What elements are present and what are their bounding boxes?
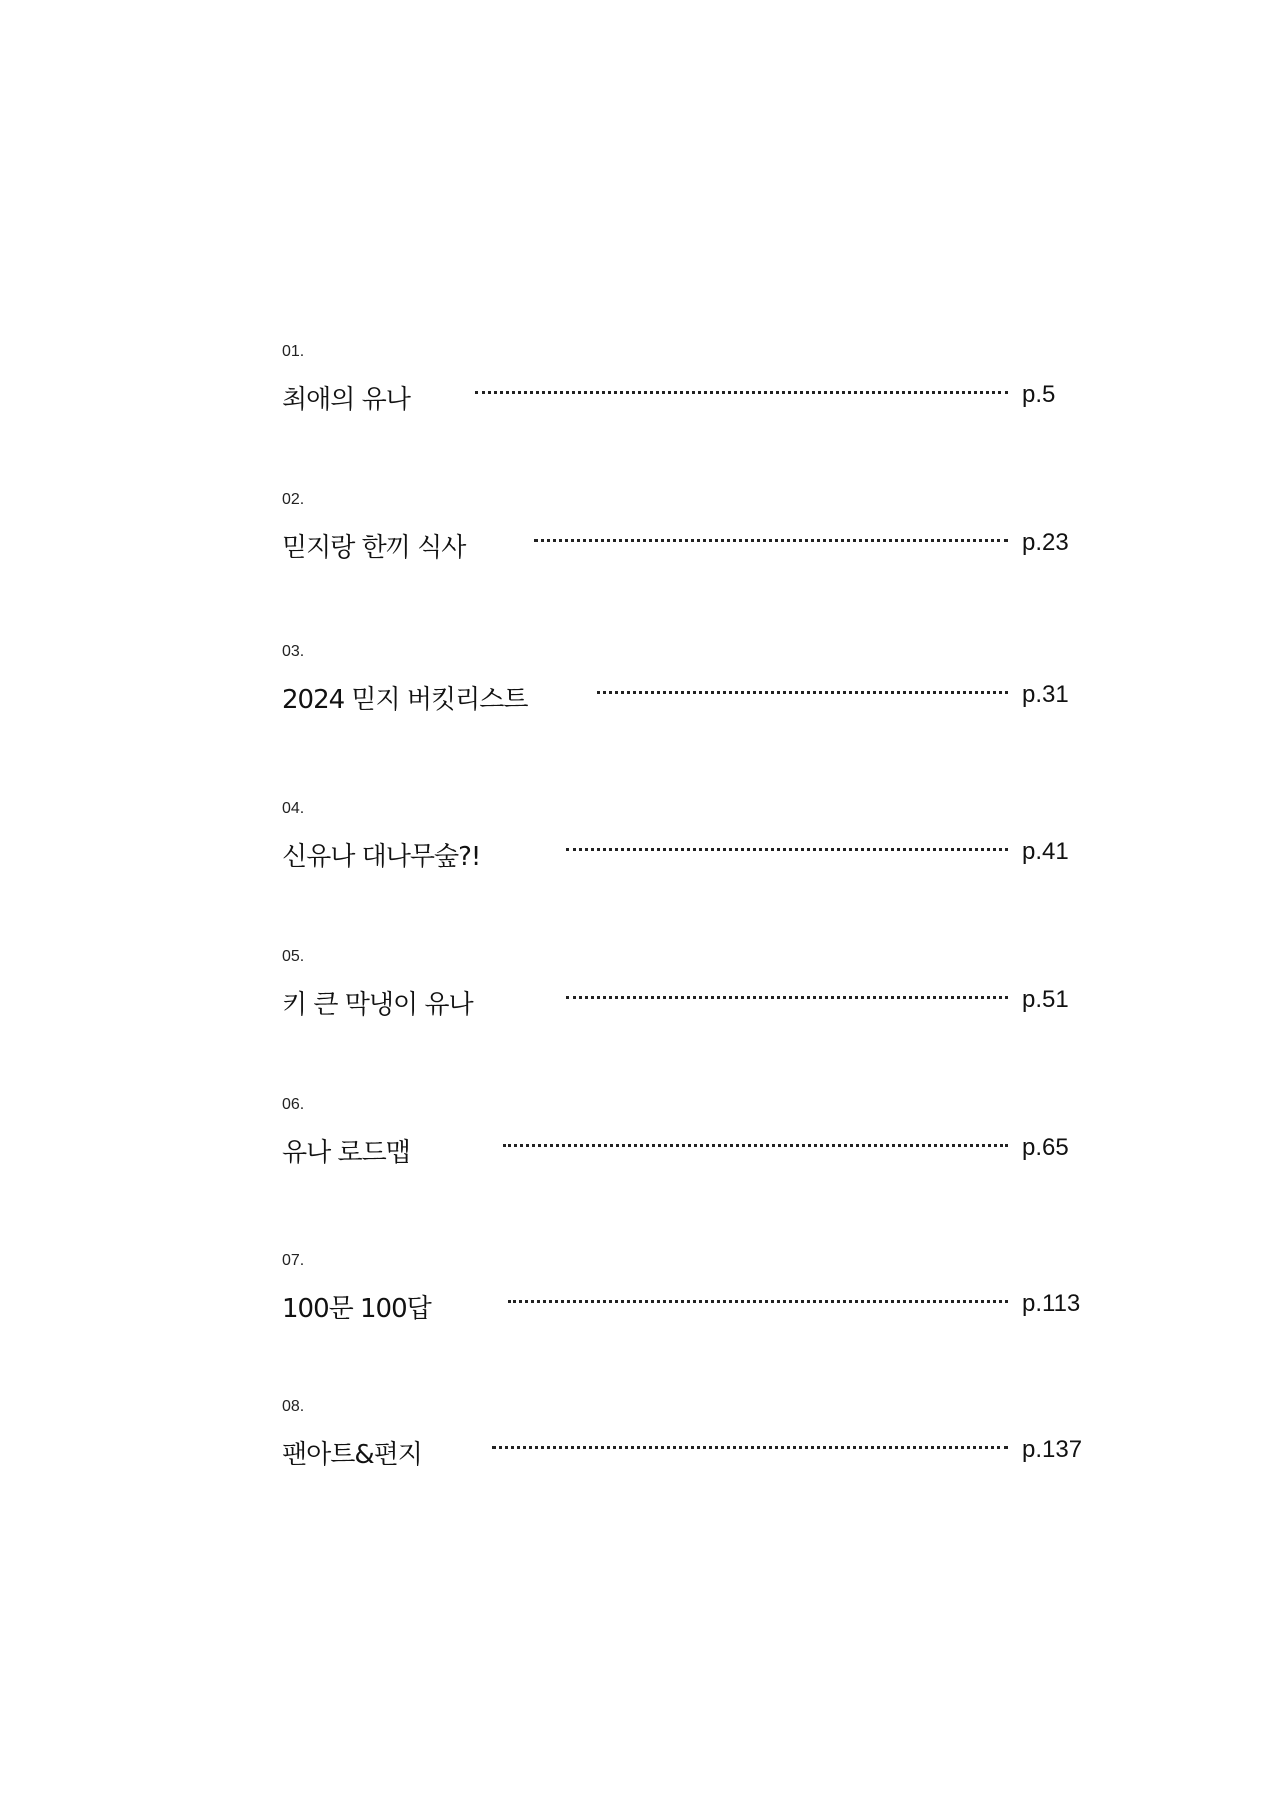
toc-entry[interactable] bbox=[0, 948, 1280, 1038]
chapter-number: 01. bbox=[282, 343, 305, 360]
dot-leader bbox=[534, 539, 1008, 542]
dot-leader bbox=[597, 691, 1008, 694]
chapter-number: 03. bbox=[282, 643, 305, 660]
page-number: p.113 bbox=[1022, 1290, 1081, 1317]
page-number: p.137 bbox=[1022, 1436, 1083, 1463]
page-number: p.23 bbox=[1022, 529, 1069, 556]
page-number: p.31 bbox=[1022, 681, 1069, 708]
page-number: p.65 bbox=[1022, 1134, 1069, 1161]
chapter-title: 신유나 대나무숲?! bbox=[282, 842, 481, 872]
dot-leader bbox=[475, 391, 1008, 394]
dot-leader bbox=[508, 1300, 1008, 1303]
page-number: p.51 bbox=[1022, 986, 1069, 1013]
page-number: p.41 bbox=[1022, 838, 1069, 865]
toc-entry[interactable] bbox=[0, 491, 1280, 581]
chapter-title: 100문 100답 bbox=[282, 1294, 431, 1324]
dot-leader bbox=[503, 1144, 1008, 1147]
toc-entry[interactable] bbox=[0, 800, 1280, 890]
chapter-title: 2024 믿지 버킷리스트 bbox=[282, 685, 528, 715]
chapter-number: 05. bbox=[282, 948, 305, 965]
toc-entry[interactable] bbox=[0, 1252, 1280, 1342]
chapter-number: 02. bbox=[282, 491, 305, 508]
dot-leader bbox=[566, 848, 1008, 851]
chapter-title: 키 큰 막냉이 유나 bbox=[282, 990, 473, 1020]
chapter-title: 팬아트&편지 bbox=[282, 1440, 422, 1470]
chapter-number: 07. bbox=[282, 1252, 305, 1269]
chapter-title: 최애의 유나 bbox=[282, 385, 410, 415]
toc-entry[interactable] bbox=[0, 343, 1280, 433]
chapter-title: 유나 로드맵 bbox=[282, 1138, 410, 1168]
dot-leader bbox=[492, 1446, 1008, 1449]
chapter-number: 08. bbox=[282, 1398, 305, 1415]
chapter-number: 04. bbox=[282, 800, 305, 817]
chapter-title: 믿지랑 한끼 식사 bbox=[282, 533, 466, 563]
toc-entry[interactable] bbox=[0, 643, 1280, 733]
toc-entry[interactable] bbox=[0, 1398, 1280, 1488]
page-number: p.5 bbox=[1022, 381, 1056, 408]
toc-entry[interactable] bbox=[0, 1096, 1280, 1186]
chapter-number: 06. bbox=[282, 1096, 305, 1113]
dot-leader bbox=[566, 996, 1008, 999]
